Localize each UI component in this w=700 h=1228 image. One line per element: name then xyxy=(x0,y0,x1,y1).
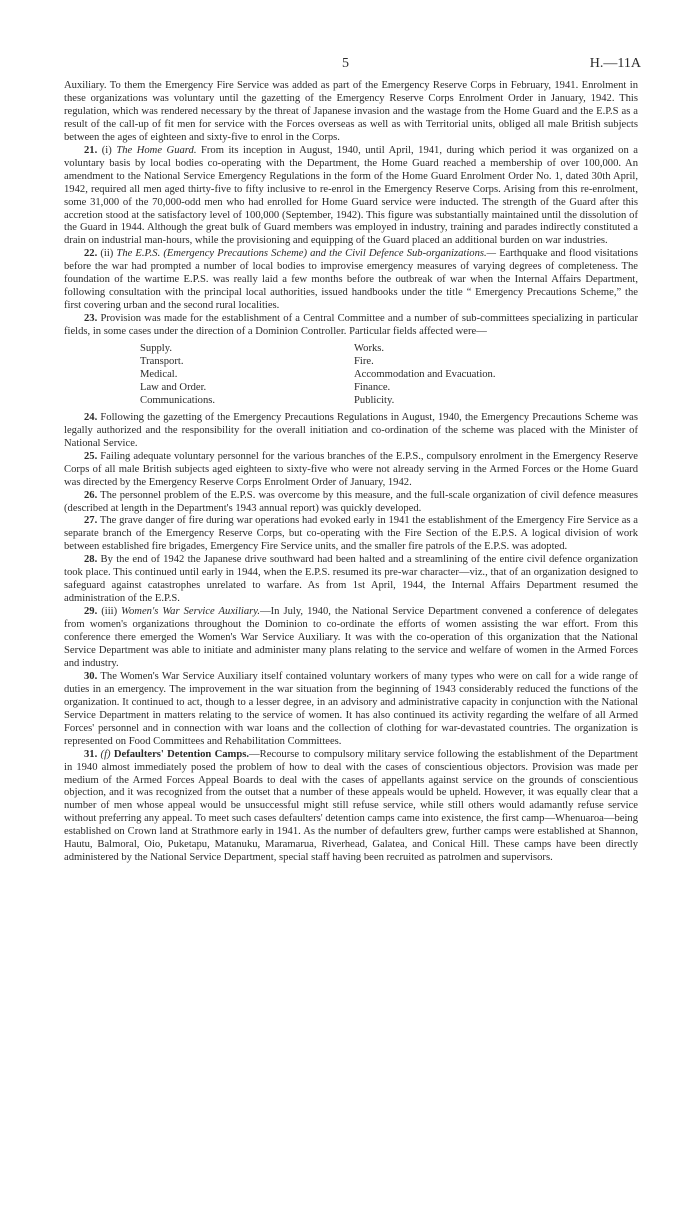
paragraph-number: 26. xyxy=(84,489,98,501)
paragraph-22 xyxy=(64,248,638,313)
field-item: Medical. xyxy=(140,368,178,380)
paragraph-text: From its inception in August, 1940, until April, 1941, during which period it was organized on a voluntary basis by local bodies co-operating with the Department, the Home Guard reached a membership of over 100,000. An amendment to the National Service Emergency Regulations in the form of the Home Guard Enrolment Order No. 1, dated 30th April, 1942, required all men aged thirty-five to fifty inclusive to re-enrol in the Emergency Reserve Corps. Arising from this re-enrolment, some 31,000 of the 70,000-odd men who had enrolled for Home Guard service were inducted. The strength of the Guard after this accretion stood at the satisfactory level of 100,000 (September, 1942). This figure was substantially maintained until the dissolution of the Guard in 1944. Although the great bulk of Guard members was employed in industry, training and parades indirectly constituted a drain on industrial man-hours, while the provisioning and equipping of the Guard placed an additional burden on war industries. xyxy=(64,144,639,247)
field-item: Publicity. xyxy=(354,394,395,406)
paragraph-31 xyxy=(64,749,638,866)
paragraph-27 xyxy=(64,515,638,554)
field-item: Communications. xyxy=(140,394,216,406)
page-number: 5 xyxy=(342,56,349,71)
field-item: Finance. xyxy=(354,381,391,393)
paragraph-text: Following the gazetting of the Emergency Precautions Regulations in August, 1940, the Emergency Precautions Scheme was legally authorized and the responsibility for the overall initiation and co-ordination of the scheme was placed with the Minister of National Service. xyxy=(64,411,638,449)
paragraph-text: —In July, 1940, the National Service Department convened a conference of delegates from women's organizations throughout the Dominion to co-ordinate the efforts of women assisting the war effort. From this conference there emerged the Women's War Service Auxiliary. It was with the co-operation of this organization that the National Service Department was able to initiate and administer many plans relating to the service and welfare of women in the Armed Forces and industry. xyxy=(64,606,638,669)
paragraph-25 xyxy=(64,451,638,490)
paragraph-24 xyxy=(64,412,638,451)
field-item: Accommodation and Evacuation. xyxy=(354,368,496,380)
document-body xyxy=(64,80,638,865)
paragraph-title: Defaulters' Detention Camps. xyxy=(113,748,250,760)
field-item: Transport. xyxy=(140,356,184,368)
paragraph-subnumber: (ii) xyxy=(100,248,114,260)
fields-list xyxy=(140,343,638,408)
paragraph-number: 31. xyxy=(84,748,98,760)
field-item: Supply. xyxy=(140,343,172,355)
document-reference: H.—11A xyxy=(589,56,641,71)
paragraph-28 xyxy=(64,554,638,606)
paragraph-29 xyxy=(64,606,638,671)
paragraph-text: Failing adequate voluntary personnel for the various branches of the E.P.S., compulsory enrolment in the Emergency Reserve Corps of all male British subjects aged eighteen to sixty-five who were not already serving in the Armed Forces or the Home Guard was directed by the Emergency Reserve Corps Enrolment Order of January, 1942. xyxy=(64,450,638,488)
paragraph-text: —Recourse to compulsory military service following the establishment of the Department in 1940 almost immediately posed the problem of how to deal with the cases of conscientious objectors. Provision was made per medium of the Armed Forces Appeal Boards to deal with the cases of appellants against service on the grounds of conscientious objection, and it was recognized from the outset that a number of these appeals would be upheld. However, it was equally clear that a number of men whose appeal would be unsuccessful might still refuse service, while still others would adamantly refuse service without preferring any appeal. To meet such cases defaulters' detention camps came into existence, the first camp—Whenuaroa—being established on Crown land at Strathmore early in 1941. As the number of defaulters grew, further camps were established at Shannon, Hautu, Balmoral, Oio, Puketapu, Matanuku, Maramarua, Riverhead, Galatea, and Conical Hill. These camps have been directly administered by the National Service Department, special staff having been recruited as patrolmen and supervisors. xyxy=(64,748,638,864)
paragraph-23 xyxy=(64,313,638,339)
paragraph-text: Earthquake and flood visitations before the war had prompted a number of local bodies to improvise emergency measures of varying degrees of completeness. The foundation of the wartime E.P.S. was really laid a few months before the outbreak of war when the Internal Affairs Department, following consultation with the principal local authorities, issued handbooks under the title “ Emergency Precautions Scheme,” the first covering urban and the second rural localities. xyxy=(64,248,638,312)
field-item: Law and Order. xyxy=(140,381,207,393)
paragraph-number: 25. xyxy=(84,450,98,462)
paragraph-title: Women's War Service Auxiliary. xyxy=(121,606,261,618)
paragraph-text: The Women's War Service Auxiliary itself contained voluntary workers of many types who were on call for a wide range of duties in an emergency. The improvement in the war situation from the beginning of 1943 considerably reduced the functions of the organization. It continued to act, though to a lesser degree, in an advisory and administrative capacity in conjunction with the National Service Department in matters relating to the service of women. It has also continued its activity regarding the welfare of all Armed Forces' personnel and in connection with war loans and the collection of clothing for war-devastated countries. The organization is represented on Food Committees and Rehabilitation Committees. xyxy=(64,670,638,747)
page-header xyxy=(0,56,700,72)
paragraph-title: The E.P.S. (Emergency Precautions Scheme) and the Civil Defence Sub-organizations.— xyxy=(116,248,497,260)
paragraph-subnumber: (i) xyxy=(101,144,112,156)
paragraph-30 xyxy=(64,671,638,749)
paragraph-subnumber: (iii) xyxy=(101,606,118,618)
paragraph-text: The personnel problem of the E.P.S. was overcome by this measure, and the full-scale organization of civil defence measures (described at length in the Department's 1943 annual report) was quickly developed. xyxy=(64,489,638,514)
paragraph-number: 29. xyxy=(84,606,98,618)
paragraph-number: 22. xyxy=(84,248,98,260)
paragraph-number: 30. xyxy=(84,670,98,682)
paragraph-number: 27. xyxy=(84,515,98,527)
paragraph-number: 23. xyxy=(84,313,98,325)
paragraph-number: 24. xyxy=(84,411,98,423)
paragraph-number: 28. xyxy=(84,554,98,566)
paragraph-number: 21. xyxy=(84,144,98,156)
field-item: Fire. xyxy=(354,356,374,368)
paragraph-subnumber: (f) xyxy=(100,748,111,760)
paragraph-title: The Home Guard. xyxy=(116,144,197,156)
paragraph-text: By the end of 1942 the Japanese drive southward had been halted and a streamlining of the entire civil defence organization took place. This continued until early in 1944, when the E.P.S. resumed its pre-war character—viz., that of an organization designed to safeguard against catastrophes unrelated to warfare. As from 1st April, 1944, the Internal Affairs Department resumed the administration of the E.P.S. xyxy=(64,554,638,605)
paragraph-continuation: Auxiliary. To them the Emergency Fire Service was added as part of the Emergency Reserve Corps in February, 1941. Enrolment in these organizations was voluntary until the gazetting of the Emergency Reserve Corps Enrolment Order in January, 1942. This regulation, which was rendered necessary by the threat of Japanese invasion and the wastage from the Home Guard and the E.P.S as a result of the call-up of fit men for service with the Forces overseas as well as with Territorial units, obliged all male British subjects between the ages of eighteen and sixty-five to enrol in the Corps. xyxy=(64,80,638,143)
paragraph-text: Provision was made for the establishment of a Central Committee and a number of sub-committees specializing in particular fields, in some cases under the direction of a Dominion Controller. Particular fields affected were— xyxy=(64,313,639,338)
paragraph-26 xyxy=(64,490,638,516)
paragraph-text: The grave danger of fire during war operations had evoked early in 1941 the establishment of the Emergency Fire Service as a separate branch of the Emergency Reserve Corps, but co-operating with the Fire Section of the E.P.S. A logical division of work between established fire brigades, Emergency Fire Service units, and the smaller fire patrols of the E.P.S. was adopted. xyxy=(64,515,638,553)
field-item: Works. xyxy=(354,343,385,355)
paragraph-21 xyxy=(64,145,638,249)
